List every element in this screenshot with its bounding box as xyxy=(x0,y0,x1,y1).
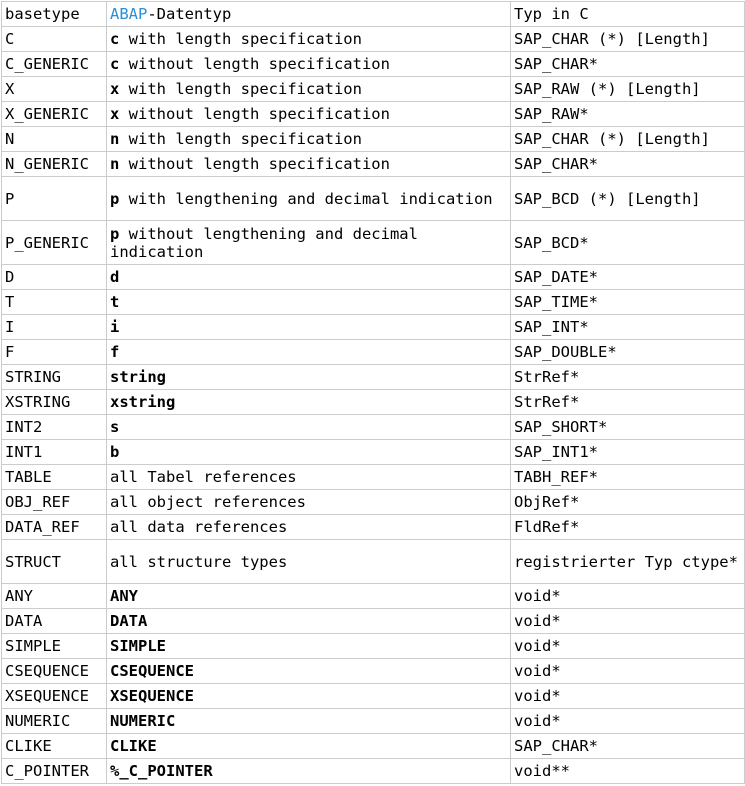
c-type-cell: SAP_INT1* xyxy=(511,440,745,465)
abap-type-keyword: n xyxy=(110,155,120,173)
table-body xyxy=(2,27,745,784)
table-row xyxy=(2,127,745,152)
basetype-cell: X xyxy=(2,77,107,102)
abap-datentyp-cell xyxy=(107,515,511,540)
basetype-cell: XSTRING xyxy=(2,390,107,415)
basetype-cell: CLIKE xyxy=(2,734,107,759)
abap-datentyp-cell xyxy=(107,734,511,759)
c-type-cell: SAP_CHAR (*) [Length] xyxy=(511,27,745,52)
c-type-cell: SAP_DATE* xyxy=(511,265,745,290)
abap-datentyp-cell xyxy=(107,221,511,265)
abap-datentyp-cell xyxy=(107,315,511,340)
c-type-cell: SAP_BCD (*) [Length] xyxy=(511,177,745,221)
abap-datentyp-cell xyxy=(107,152,511,177)
abap-type-keyword: string xyxy=(110,368,166,386)
c-type-cell: TABH_REF* xyxy=(511,465,745,490)
basetype-cell: P xyxy=(2,177,107,221)
table-row xyxy=(2,609,745,634)
abap-datentyp-cell xyxy=(107,77,511,102)
basetype-cell: N xyxy=(2,127,107,152)
header-typ-in-c: Typ in C xyxy=(511,2,745,27)
abap-type-keyword: c xyxy=(110,30,120,48)
basetype-cell: ANY xyxy=(2,584,107,609)
abap-type-keyword: CSEQUENCE xyxy=(110,662,194,680)
basetype-cell: C_GENERIC xyxy=(2,52,107,77)
abap-type-description: without length specification xyxy=(119,55,390,73)
c-type-cell: StrRef* xyxy=(511,390,745,415)
basetype-cell: DATA_REF xyxy=(2,515,107,540)
table-row xyxy=(2,540,745,584)
abap-datentyp-cell xyxy=(107,102,511,127)
basetype-cell: NUMERIC xyxy=(2,709,107,734)
c-type-cell: void* xyxy=(511,659,745,684)
basetype-cell: CSEQUENCE xyxy=(2,659,107,684)
abap-datentyp-cell xyxy=(107,390,511,415)
abap-datentyp-cell xyxy=(107,684,511,709)
table-row xyxy=(2,734,745,759)
abap-link[interactable]: ABAP xyxy=(110,5,148,23)
abap-datentyp-cell xyxy=(107,340,511,365)
abap-type-keyword: n xyxy=(110,130,120,148)
c-type-cell: FldRef* xyxy=(511,515,745,540)
abap-type-description: without length specification xyxy=(119,155,390,173)
abap-type-keyword: XSEQUENCE xyxy=(110,687,194,705)
table-row xyxy=(2,684,745,709)
abap-type-keyword: s xyxy=(110,418,120,436)
table-row xyxy=(2,490,745,515)
basetype-cell: P_GENERIC xyxy=(2,221,107,265)
basetype-cell: XSEQUENCE xyxy=(2,684,107,709)
table-row xyxy=(2,759,745,784)
table-row xyxy=(2,27,745,52)
basetype-cell: D xyxy=(2,265,107,290)
abap-datentyp-cell xyxy=(107,634,511,659)
c-type-cell: void* xyxy=(511,584,745,609)
basetype-cell: N_GENERIC xyxy=(2,152,107,177)
abap-type-keyword: x xyxy=(110,105,120,123)
table-row xyxy=(2,52,745,77)
table-row xyxy=(2,77,745,102)
abap-type-description: without length specification xyxy=(119,105,390,123)
abap-type-keyword: SIMPLE xyxy=(110,637,166,655)
table-row xyxy=(2,440,745,465)
table-row xyxy=(2,390,745,415)
abap-type-keyword: DATA xyxy=(110,612,148,630)
table-row xyxy=(2,221,745,265)
abap-type-keyword: xstring xyxy=(110,393,176,411)
basetype-cell: DATA xyxy=(2,609,107,634)
table-row xyxy=(2,584,745,609)
c-type-cell: SAP_BCD* xyxy=(511,221,745,265)
basetype-cell: X_GENERIC xyxy=(2,102,107,127)
abap-datentyp-cell xyxy=(107,177,511,221)
c-type-cell: SAP_CHAR* xyxy=(511,152,745,177)
abap-type-keyword: p xyxy=(110,189,120,208)
table-row xyxy=(2,634,745,659)
c-type-cell: ObjRef* xyxy=(511,490,745,515)
header-row xyxy=(2,2,745,27)
c-type-cell: SAP_SHORT* xyxy=(511,415,745,440)
abap-type-keyword: f xyxy=(110,343,120,361)
table-row xyxy=(2,709,745,734)
c-type-cell: void* xyxy=(511,609,745,634)
abap-type-description: with lengthening and decimal indication xyxy=(119,189,493,208)
abap-datentyp-cell xyxy=(107,290,511,315)
basetype-cell: C xyxy=(2,27,107,52)
c-type-cell: SAP_CHAR* xyxy=(511,52,745,77)
table-row xyxy=(2,265,745,290)
abap-type-keyword: c xyxy=(110,55,120,73)
basetype-cell: T xyxy=(2,290,107,315)
table-row xyxy=(2,465,745,490)
table-row xyxy=(2,365,745,390)
table-row xyxy=(2,315,745,340)
abap-type-description: all structure types xyxy=(110,552,288,571)
abap-type-keyword: p xyxy=(110,224,120,243)
basetype-cell: F xyxy=(2,340,107,365)
abap-datentyp-cell xyxy=(107,659,511,684)
abap-type-keyword: x xyxy=(110,80,120,98)
c-type-cell: SAP_CHAR (*) [Length] xyxy=(511,127,745,152)
abap-type-keyword: b xyxy=(110,443,120,461)
c-type-cell: void* xyxy=(511,684,745,709)
abap-datentyp-cell xyxy=(107,415,511,440)
c-type-cell: registrierter Typ ctype* xyxy=(511,540,745,584)
abap-type-description: with length specification xyxy=(119,130,362,148)
c-type-cell: StrRef* xyxy=(511,365,745,390)
table-row xyxy=(2,515,745,540)
abap-type-description: with length specification xyxy=(119,80,362,98)
abap-datentyp-cell xyxy=(107,540,511,584)
abap-type-keyword: NUMERIC xyxy=(110,712,176,730)
abap-type-description: all data references xyxy=(110,518,288,536)
abap-datentyp-cell xyxy=(107,127,511,152)
abap-type-keyword: i xyxy=(110,318,120,336)
basetype-cell: SIMPLE xyxy=(2,634,107,659)
c-type-cell: void* xyxy=(511,709,745,734)
abap-datentyp-cell xyxy=(107,440,511,465)
abap-type-keyword: t xyxy=(110,293,120,311)
table-row xyxy=(2,177,745,221)
basetype-cell: STRING xyxy=(2,365,107,390)
abap-type-keyword: ANY xyxy=(110,587,138,605)
abap-datentyp-cell xyxy=(107,52,511,77)
abap-datentyp-cell xyxy=(107,27,511,52)
abap-datentyp-cell xyxy=(107,759,511,784)
abap-type-description: all object references xyxy=(110,493,306,511)
abap-type-keyword: %_C_POINTER xyxy=(110,762,213,780)
table-row xyxy=(2,415,745,440)
basetype-cell: STRUCT xyxy=(2,540,107,584)
header-basetype: basetype xyxy=(2,2,107,27)
table-row xyxy=(2,152,745,177)
table-row xyxy=(2,290,745,315)
abap-datentyp-cell xyxy=(107,609,511,634)
c-type-cell: SAP_RAW* xyxy=(511,102,745,127)
c-type-cell: SAP_RAW (*) [Length] xyxy=(511,77,745,102)
c-type-cell: SAP_DOUBLE* xyxy=(511,340,745,365)
c-type-cell: SAP_TIME* xyxy=(511,290,745,315)
table-row xyxy=(2,102,745,127)
table-row xyxy=(2,659,745,684)
abap-datentyp-cell xyxy=(107,709,511,734)
c-type-cell: void* xyxy=(511,634,745,659)
type-mapping-table xyxy=(1,1,745,784)
c-type-cell: SAP_CHAR* xyxy=(511,734,745,759)
basetype-cell: TABLE xyxy=(2,465,107,490)
abap-datentyp-cell xyxy=(107,584,511,609)
abap-type-description: with length specification xyxy=(119,30,362,48)
abap-datentyp-cell xyxy=(107,265,511,290)
abap-type-description: all Tabel references xyxy=(110,468,297,486)
header-abap-datentyp xyxy=(107,2,511,27)
abap-datentyp-cell xyxy=(107,465,511,490)
basetype-cell: C_POINTER xyxy=(2,759,107,784)
abap-type-keyword: CLIKE xyxy=(110,737,157,755)
basetype-cell: I xyxy=(2,315,107,340)
header-abap-datentyp-rest: -Datentyp xyxy=(147,5,232,23)
c-type-cell: SAP_INT* xyxy=(511,315,745,340)
abap-type-keyword: d xyxy=(110,268,120,286)
c-type-cell: void** xyxy=(511,759,745,784)
abap-datentyp-cell xyxy=(107,365,511,390)
basetype-cell: INT1 xyxy=(2,440,107,465)
basetype-cell: INT2 xyxy=(2,415,107,440)
abap-type-description: without lengthening and decimal indication xyxy=(110,224,418,261)
table-row xyxy=(2,340,745,365)
basetype-cell: OBJ_REF xyxy=(2,490,107,515)
abap-datentyp-cell xyxy=(107,490,511,515)
